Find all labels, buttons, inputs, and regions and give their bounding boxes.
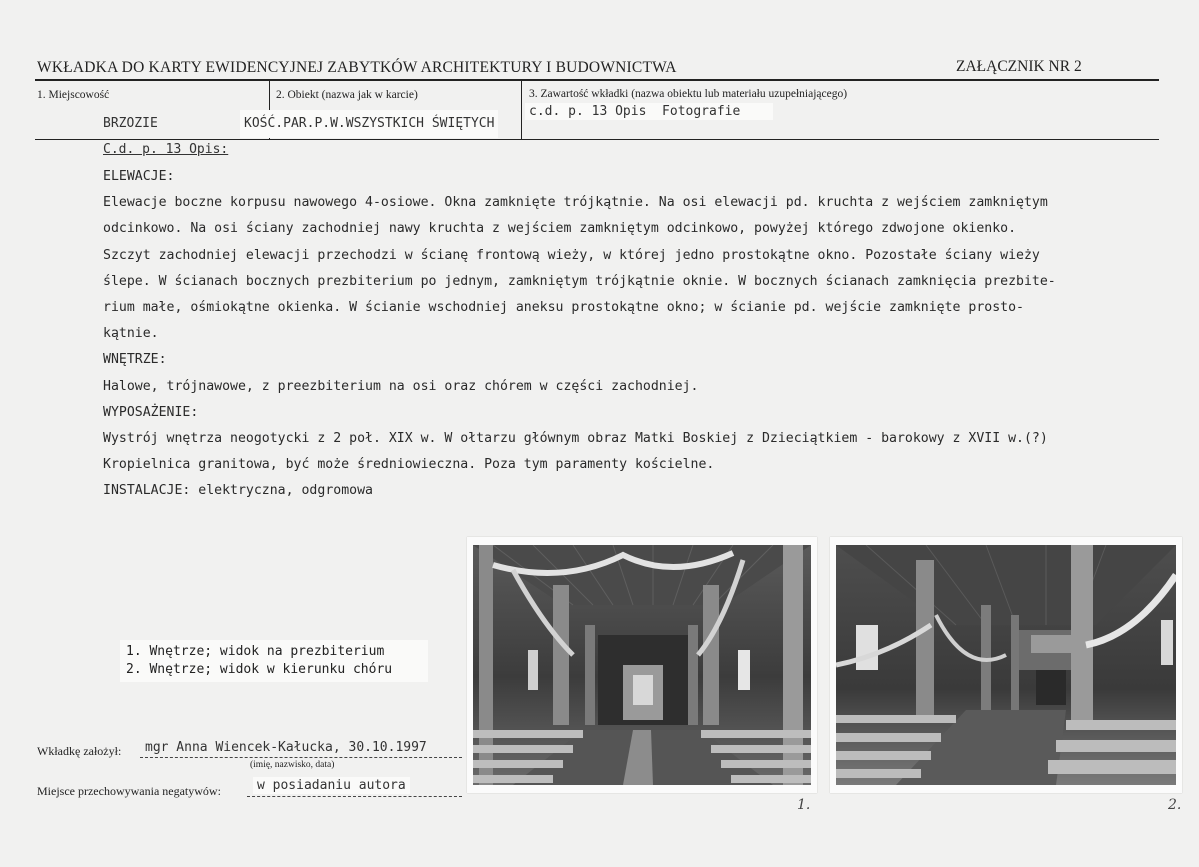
storage-label: Miejsce przechowywania negatywów: [37, 784, 221, 798]
interior-text: Halowe, trójnawowe, z preezbiterium na osi oraz chórem w części zachodniej. [103, 378, 699, 394]
photo-number-1: 1. [797, 797, 811, 813]
storage-dotted-line [247, 796, 462, 797]
installations-heading: INSTALACJE: [103, 483, 191, 499]
content-value: c.d. p. 13 Opis Fotografie [525, 103, 773, 120]
elevations-line: ślepe. W ścianach bocznych prezbiterium po jednym, zamkniętym trójkątnie oknie. W bocznych ścianach zamknięcia prezbite- [103, 273, 1056, 289]
field-bottom-rule [35, 139, 1159, 140]
elevations-line: Szczyt zachodniej elewacji przechodzi w ścianę frontową wieży, w której jedno prostokątne okno. Pozostałe ściany wieży [103, 247, 1040, 263]
photo-interior-presbytery [473, 545, 811, 785]
photo-mount-2 [830, 537, 1182, 793]
photo-mount-1 [467, 537, 817, 793]
founder-note: (imię, nazwisko, data) [250, 760, 335, 770]
founder-value: mgr Anna Wiencek-Kałucka, 30.10.1997 [145, 740, 427, 755]
photo-number-2: 2. [1168, 797, 1182, 813]
field-divider-2 [521, 81, 522, 139]
storage-value: w posiadaniu autora [253, 777, 410, 794]
description-body [103, 164, 1123, 505]
founder-label: Wkładkę założył: [37, 744, 122, 758]
elevations-heading: ELEWACJE: [103, 169, 175, 184]
interior-heading: WNĘTRZE: [103, 352, 167, 368]
content-label: 3. Zawartość wkładki (nazwa obiektu lub materiału uzupełniającego) [529, 88, 848, 100]
elevations-line: kątnie. [103, 326, 159, 342]
photo-interior-choir [836, 545, 1176, 785]
header-rule [35, 79, 1159, 81]
founder-dotted-line [140, 757, 462, 758]
elevations-line: odcinkowo. Na osi ściany zachodniej nawy kruchta z wejściem zamkniętym odcinkowo, powyżej którego zdwojone okienko. [103, 221, 1017, 237]
elevations-line: rium małe, ośmiokątne okienka. W ścianie wschodniej aneksu prostokątne okno; w ścianie pd. wejście zamknięte prosto- [103, 300, 1024, 316]
furnishing-line: Kropielnica granitowa, być może średniowieczna. Poza tym paramenty kościelne. [103, 457, 715, 473]
furnishing-line: Wystrój wnętrza neogotycki z 2 poł. XIX w. W ołtarzu głównym obraz Matki Boskiej z Dzieciątkiem - barokowy z XVII w.(?) [103, 431, 1048, 447]
form-title: WKŁADKA DO KARTY EWIDENCYJNEJ ZABYTKÓW ARCHITEKTURY I BUDOWNICTWA [37, 59, 677, 76]
photo-2-image [836, 545, 1176, 785]
installations-text: elektryczna, odgromowa [190, 483, 373, 499]
furnishing-heading: WYPOSAŻENIE: [103, 404, 199, 420]
attachment-number: ZAŁĄCZNIK NR 2 [956, 58, 1082, 75]
caption-2: 2. Wnętrze; widok w kierunku chóru [126, 662, 393, 677]
installations-line [103, 478, 1123, 504]
elevations-line: Elewacje boczne korpusu nawowego 4-osiowe. Okna zamknięte trójkątnie. Na osi elewacji pd. kruchta z wejściem zamkniętym [103, 195, 1048, 211]
object-value: KOŚĆ.PAR.P.W.WSZYSTKICH ŚWIĘTYCH [240, 110, 498, 138]
object-label: 2. Obiekt (nazwa jak w karcie) [276, 89, 418, 101]
locality-value: BRZOZIE [103, 116, 158, 131]
photo-captions [120, 640, 428, 682]
photo-1-image [473, 545, 811, 785]
locality-label: 1. Miejscowość [37, 89, 110, 101]
continuation-label: C.d. p. 13 Opis: [103, 142, 229, 157]
caption-1: 1. Wnętrze; widok na prezbiterium [126, 644, 385, 659]
